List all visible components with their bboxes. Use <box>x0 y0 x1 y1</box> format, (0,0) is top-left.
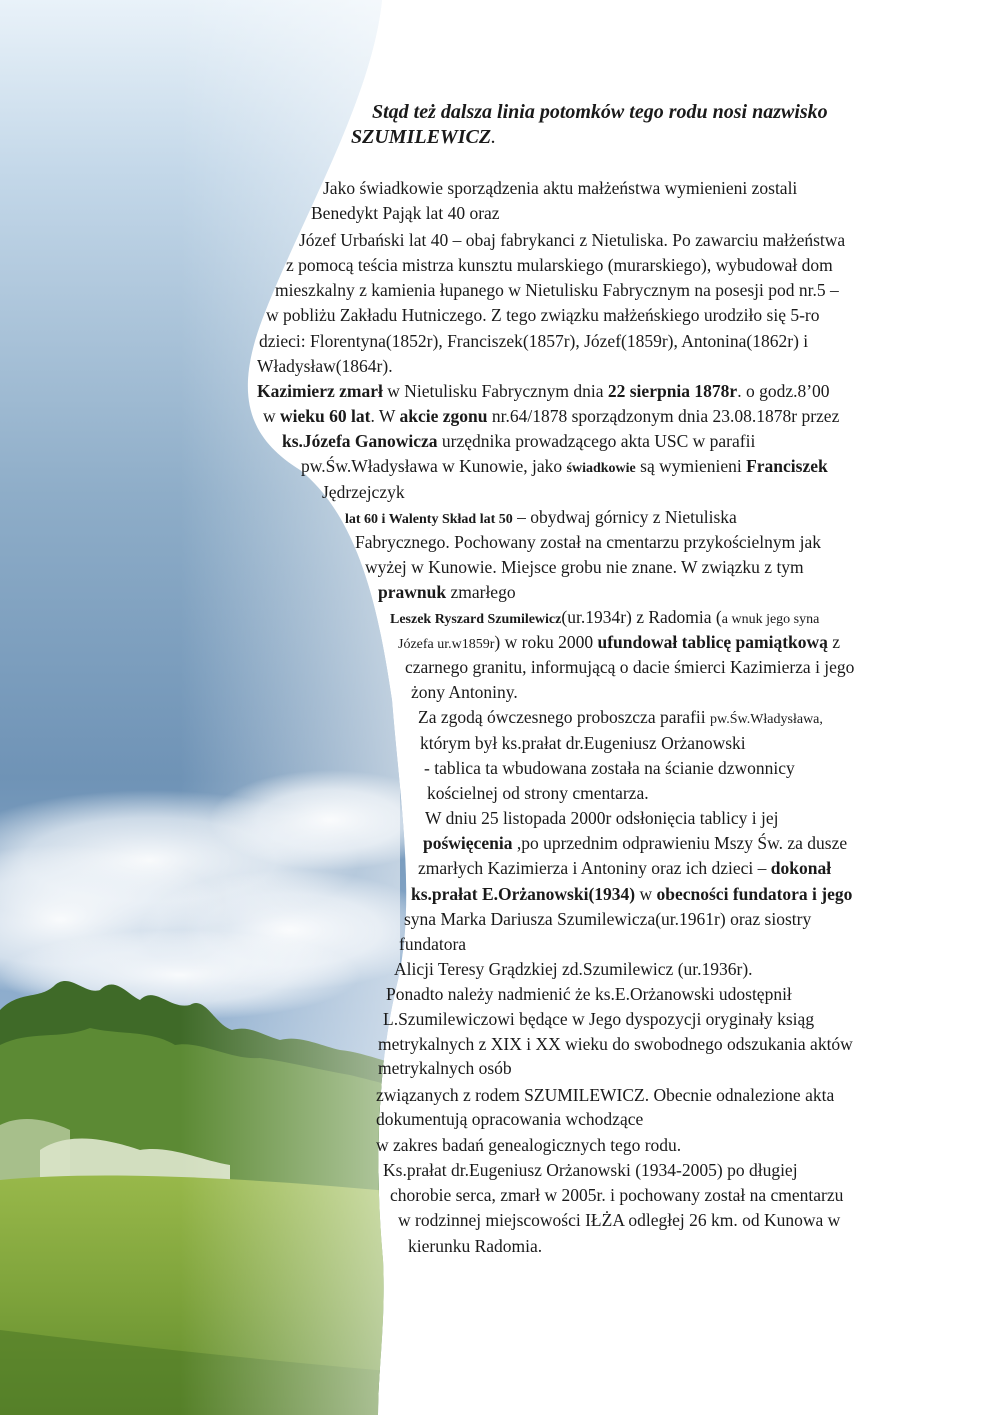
death-line-1 <box>257 380 830 402</box>
death-line-8: wyżej w Kunowie. Miejsce grobu nie znane. W związku z tym <box>365 557 804 577</box>
text-line: Władysław(1864r). <box>257 356 393 376</box>
heading-line-2 <box>351 124 496 150</box>
text-line: w pobliżu Zakładu Hutniczego. Z tego związku małżeńskiego urodziło się 5-ro <box>266 305 820 325</box>
text-small: pw.Św.Władysława, <box>710 712 823 727</box>
unveil-line-5: syna Marka Dariusza Szumilewicza(ur.1961r) oraz siostry <box>404 909 812 929</box>
unveil-line-2 <box>423 832 847 854</box>
text-span: w <box>635 884 657 904</box>
text-bold: wieku 60 lat <box>280 406 371 426</box>
plaque-line-7: - tablica ta wbudowana została na ścianie dzwonnicy <box>424 758 795 778</box>
heading-period: . <box>491 126 497 148</box>
death-line-9 <box>378 581 516 603</box>
text-span: w Nietulisku Fabrycznym dnia <box>382 381 608 401</box>
unveil-line-1: W dniu 25 listopada 2000r odsłonięcia tablicy i jej <box>425 808 779 828</box>
text-bold: ufundował tablicę pamiątkową <box>597 632 828 652</box>
death-line-3 <box>282 430 755 452</box>
text-span: zmarłych Kazimierza i Antoniny oraz ich dzieci – <box>418 858 771 878</box>
plaque-line-4: żony Antoniny. <box>411 682 518 702</box>
closing-line: w zakres badań genealogicznych tego rodu. <box>376 1135 682 1155</box>
text-line: dzieci: Florentyna(1852r), Franciszek(1857r), Józef(1859r), Antonina(1862r) i <box>259 331 809 351</box>
text-line: mieszkalny z kamienia łupanego w Nietulisku Fabrycznym na posesji pod nr.5 – <box>275 280 839 300</box>
text-bold: ks.Józefa Ganowicza <box>282 431 438 451</box>
text-bold: prawnuk <box>378 582 447 602</box>
text-bold: obecności fundatora i jego <box>656 884 853 904</box>
death-line-4 <box>301 455 828 480</box>
text-line: z pomocą teścia mistrza kunsztu mularskiego (murarskiego), wybudował dom <box>286 255 833 275</box>
text-span: w <box>263 406 281 426</box>
plaque-line-2 <box>398 631 840 656</box>
closing-line: metrykalnych osób <box>378 1058 512 1078</box>
text-bold: świadkowie <box>566 461 636 476</box>
text-span: z <box>827 632 841 652</box>
text-line: Benedykt Pająk lat 40 oraz <box>311 203 500 223</box>
plaque-line-1 <box>390 606 819 631</box>
unveil-line-6: fundatora <box>399 934 467 954</box>
closing-line: związanych z rodem SZUMILEWICZ. Obecnie odnalezione akta <box>376 1085 835 1105</box>
text-bold: poświęcenia <box>423 833 513 853</box>
plaque-line-3: czarnego granitu, informującą o dacie śmierci Kazimierza i jego <box>405 657 855 677</box>
text-bold: akcie zgonu <box>399 406 488 426</box>
text-span: Za zgodą ówczesnego proboszcza parafii <box>418 707 711 727</box>
text-span: są wymienieni <box>635 456 747 476</box>
text-span: – obydwaj górnicy z Nietuliska <box>512 507 737 527</box>
closing-line: Ks.prałat dr.Eugeniusz Orżanowski (1934-2005) po długiej <box>383 1160 798 1180</box>
heading-line-1: Stąd też dalsza linia potomków tego rodu nosi nazwisko <box>372 101 828 123</box>
closing-line: dokumentują opracowania wchodzące <box>376 1109 644 1129</box>
text-bold: 22 sierpnia 1878r <box>607 381 738 401</box>
text-span: pw.Św.Władysława w Kunowie, jako <box>301 456 567 476</box>
closing-line: metrykalnych z XIX i XX wieku do swobodnego odszukania aktów <box>378 1034 853 1054</box>
plaque-line-6: którym był ks.prałat dr.Eugeniusz Orżanowski <box>420 733 746 753</box>
closing-line: Ponadto należy nadmienić że ks.E.Orżanowski udostępnił <box>386 984 792 1004</box>
text-bold: ks.prałat E.Orżanowski(1934) <box>411 884 636 904</box>
text-bold: dokonał <box>770 858 832 878</box>
heading-surname: SZUMILEWICZ <box>351 126 492 148</box>
text-small: Józefa ur.w1859r <box>398 637 495 652</box>
unveil-line-4 <box>411 883 852 905</box>
text-span: zmarłego <box>446 582 516 602</box>
death-line-7: Fabrycznego. Pochowany został na cmentarzu przykościelnym jak <box>355 532 822 552</box>
plaque-line-5 <box>418 706 823 731</box>
text-span: ,po uprzednim odprawieniu Mszy Św. za dusze <box>512 833 848 853</box>
text-bold: Leszek Ryszard Szumilewicz <box>390 612 562 627</box>
text-line: Jako świadkowie sporządzenia aktu małżeństwa wymienieni zostali <box>323 178 798 198</box>
unveil-line-7: Alicji Teresy Grądzkiej zd.Szumilewicz (ur.1936r). <box>394 959 753 979</box>
text-span: (ur.1934r) z Radomia ( <box>561 607 722 627</box>
death-line-2 <box>263 405 839 427</box>
plaque-line-8: kościelnej od strony cmentarza. <box>427 783 649 803</box>
text-bold: Kazimierz zmarł <box>257 381 383 401</box>
death-line-5: Jędrzejczyk <box>322 482 405 502</box>
closing-line: w rodzinnej miejscowości IŁŻA odległej 26 km. od Kunowa w <box>398 1210 841 1230</box>
closing-line: kierunku Radomia. <box>408 1236 543 1256</box>
text-line: Józef Urbański lat 40 – obaj fabrykanci z Nietuliska. Po zawarciu małżeństwa <box>299 230 846 250</box>
unveil-line-3 <box>418 857 831 879</box>
death-line-6 <box>345 506 737 531</box>
text-span: . o godz.8’00 <box>737 381 830 401</box>
text-span: . W <box>370 406 400 426</box>
text-bold: Franciszek <box>746 456 828 476</box>
text-small: a wnuk jego syna <box>721 612 820 627</box>
text-bold: lat 60 i Walenty Skład lat 50 <box>345 512 513 527</box>
closing-line: chorobie serca, zmarł w 2005r. i pochowany został na cmentarzu <box>390 1185 844 1205</box>
text-span: nr.64/1878 sporządzonym dnia 23.08.1878r przez <box>487 406 840 426</box>
text-span: urzędnika prowadzącego akta USC w parafii <box>437 431 756 451</box>
text-span: ) w roku 2000 <box>494 632 598 652</box>
closing-line: L.Szumilewiczowi będące w Jego dyspozycji oryginały ksiąg <box>383 1009 815 1029</box>
